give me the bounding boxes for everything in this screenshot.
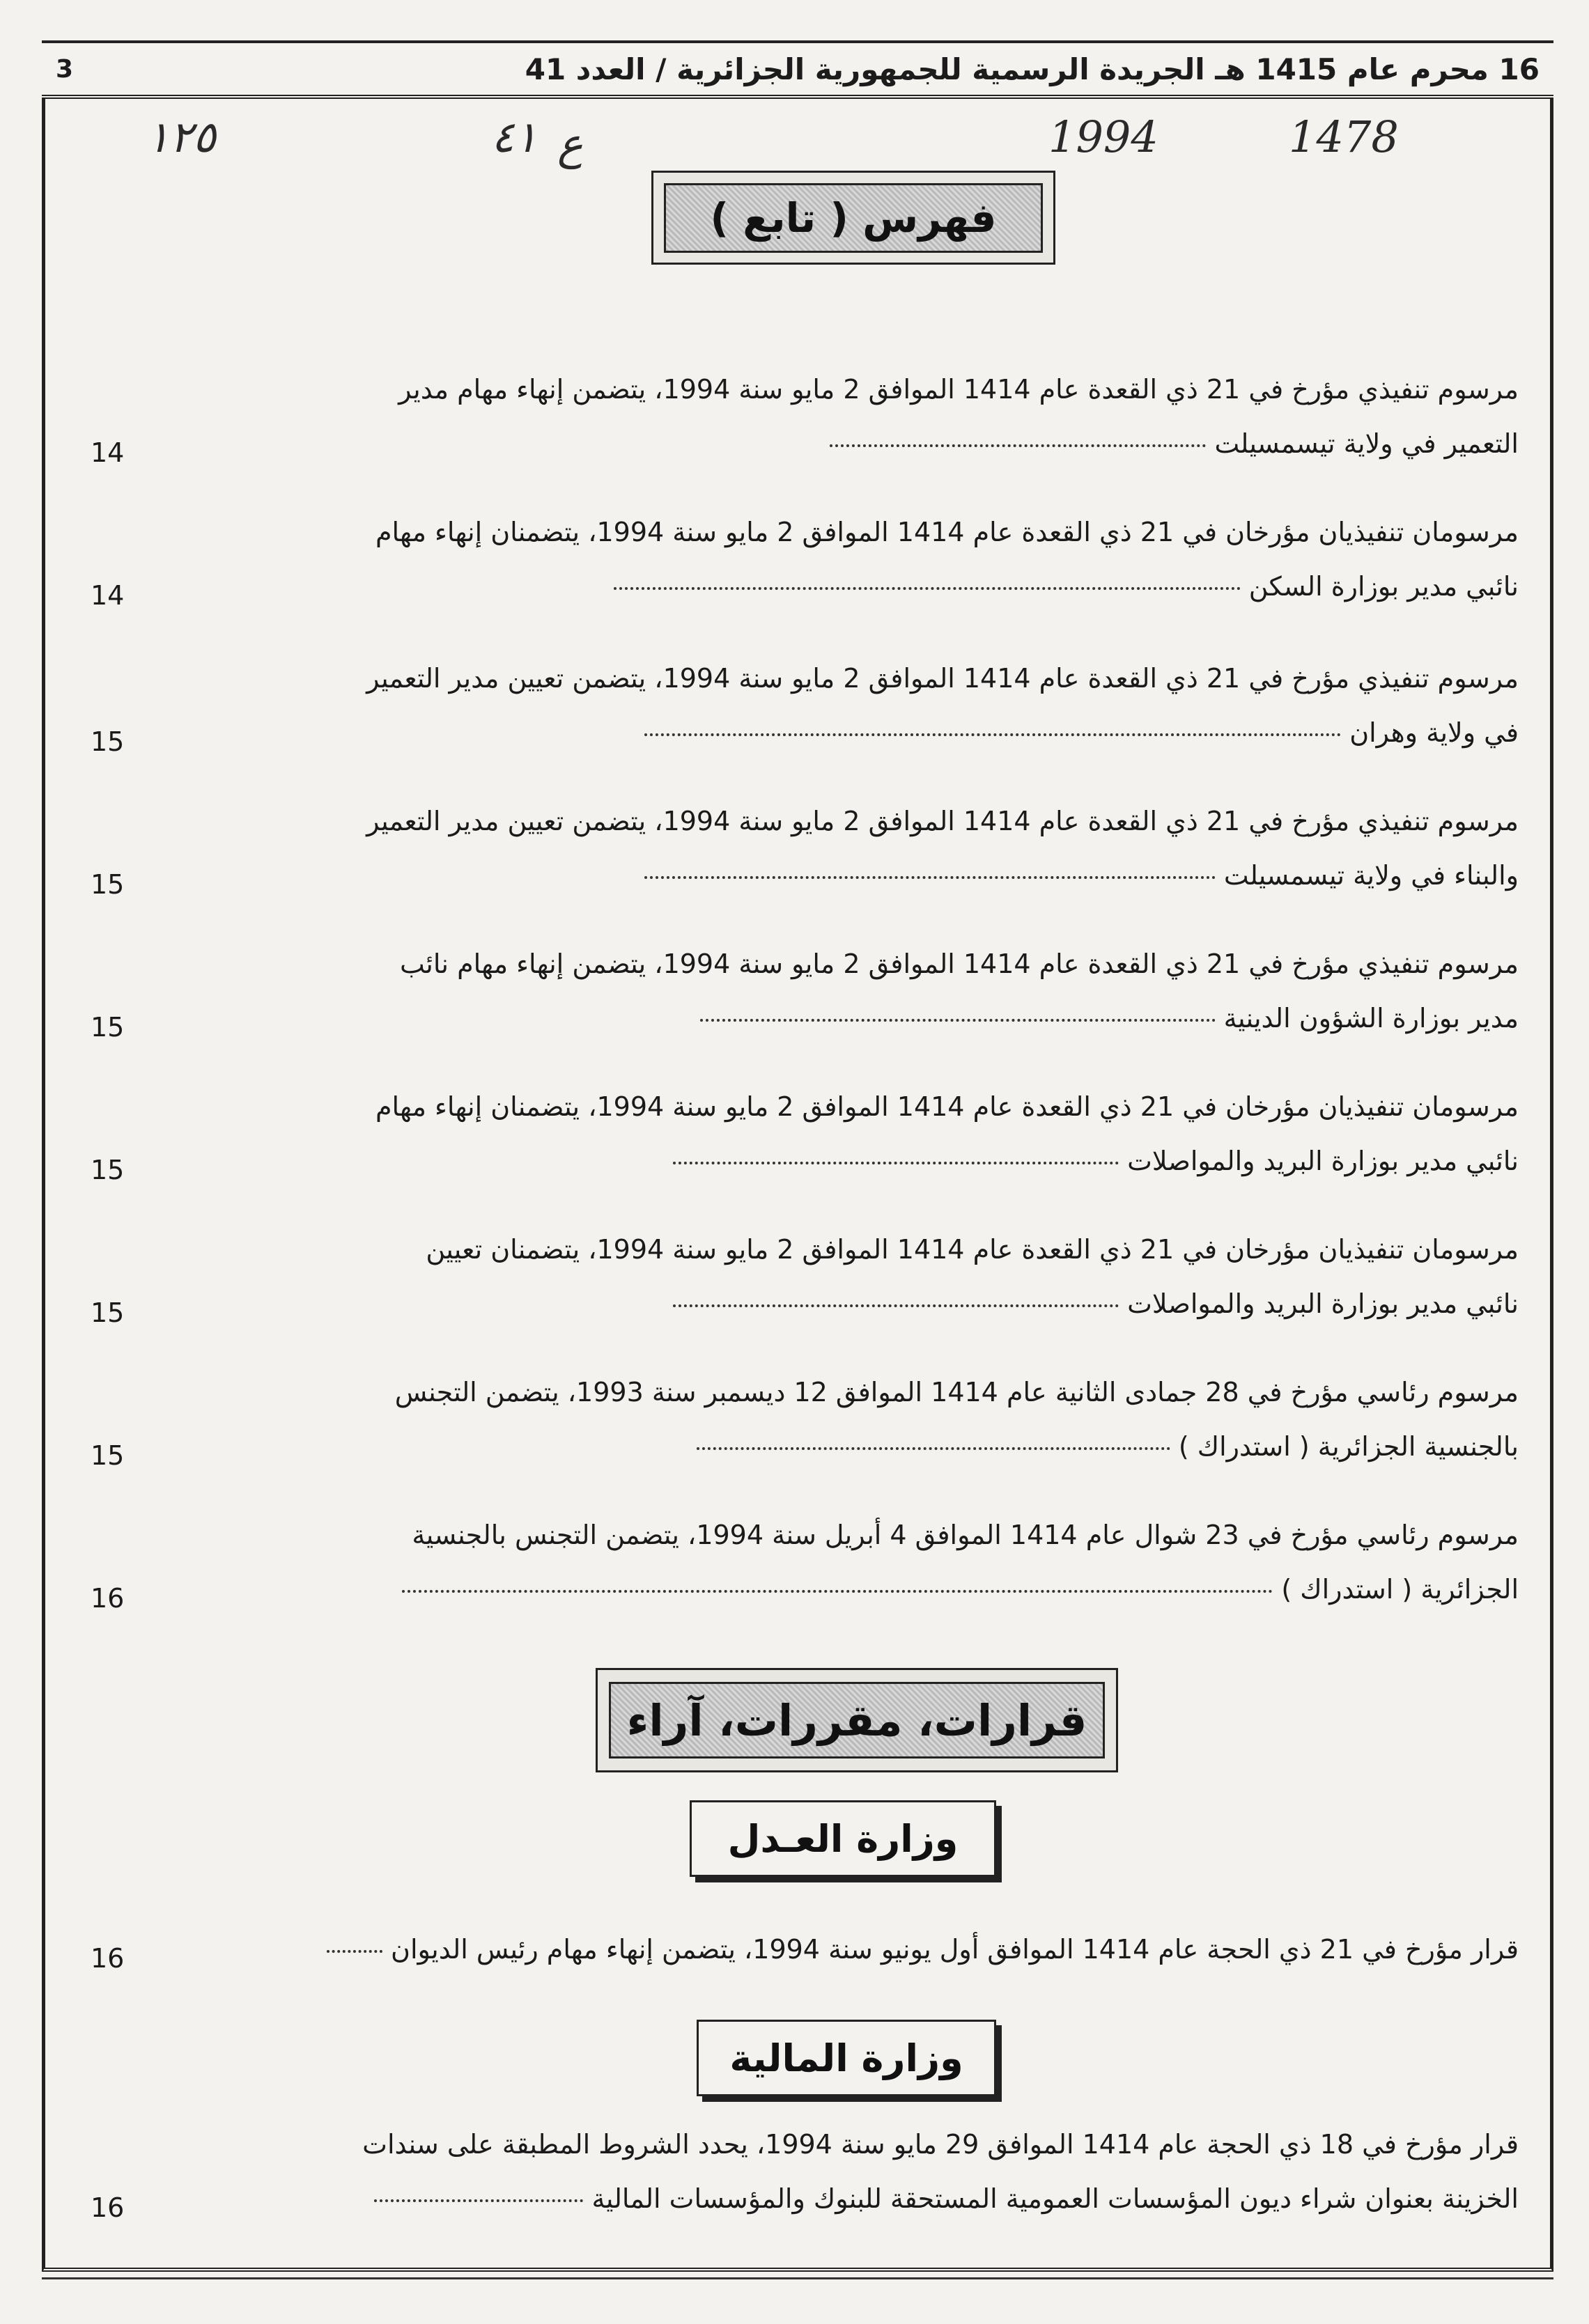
index-entry <box>77 1508 1519 1616</box>
entry-page: 15 <box>91 726 125 757</box>
handwritten-note-left: ١٢٥ <box>146 111 216 162</box>
entry-page: 14 <box>91 437 125 468</box>
page-number: 3 <box>56 54 74 84</box>
entry-line2: نائبي مدير بوزارة البريد والمواصلات <box>1127 1146 1519 1176</box>
index-title: فهرس ( تابع ) <box>664 183 1043 253</box>
index-entry <box>77 1922 1519 1976</box>
entry-line2: التعمير في ولاية تيسمسيلت <box>1214 428 1519 459</box>
entry-line2: مدير بوزارة الشؤون الدينية <box>1223 1003 1519 1034</box>
handwritten-number: 1478 <box>1289 111 1399 162</box>
section-title: قرارات، مقررات، آراء <box>609 1682 1105 1758</box>
entry-line1: مرسومان تنفيذيان مؤرخان في 21 ذي القعدة عام 1414 الموافق 2 مايو سنة 1994، يتضمنان إنهاء مهام <box>375 517 1519 547</box>
entry-page: 16 <box>91 1583 125 1614</box>
entry-line1: مرسوم تنفيذي مؤرخ في 21 ذي القعدة عام 1414 الموافق 2 مايو سنة 1994، يتضمن تعيين مدير التعمير <box>366 663 1519 694</box>
entry-line2: في ولاية وهران <box>1349 717 1519 748</box>
ministry-finance-heading: وزارة المالية <box>697 2020 996 2096</box>
handwritten-year: 1994 <box>1048 111 1158 162</box>
entry-page: 16 <box>91 1943 125 1974</box>
entry-line1: مرسوم تنفيذي مؤرخ في 21 ذي القعدة عام 1414 الموافق 2 مايو سنة 1994، يتضمن إنهاء مهام مدير <box>398 374 1519 405</box>
entry-line1: مرسومان تنفيذيان مؤرخان في 21 ذي القعدة عام 1414 الموافق 2 مايو سنة 1994، يتضمنان تعيين <box>426 1234 1519 1265</box>
entry-page: 14 <box>91 580 125 611</box>
entry-page: 15 <box>91 1440 125 1471</box>
ministry-justice-heading: وزارة العـدل <box>690 1800 996 1877</box>
running-title: 16 محرم عام 1415 هـ الجريدة الرسمية للجمهورية الجزائرية / العدد 41 <box>525 52 1540 86</box>
entry-line1: مرسوم تنفيذي مؤرخ في 21 ذي القعدة عام 1414 الموافق 2 مايو سنة 1994، يتضمن إنهاء مهام نائب <box>399 949 1519 979</box>
index-entry <box>77 505 1519 614</box>
index-entry <box>77 794 1519 903</box>
index-title-box <box>651 171 1055 265</box>
entry-line1: مرسوم رئاسي مؤرخ في 28 جمادى الثانية عام 1414 الموافق 12 ديسمبر سنة 1993، يتضمن التجنس <box>394 1377 1519 1407</box>
index-entry <box>77 651 1519 760</box>
entry-line2: نائبي مدير بوزارة البريد والمواصلات <box>1127 1288 1519 1319</box>
index-entry <box>77 2117 1519 2226</box>
entry-line1: قرار مؤرخ في 21 ذي الحجة عام 1414 الموافق أول يونيو سنة 1994، يتضمن إنهاء مهام رئيس الديوان <box>391 1934 1519 1965</box>
index-entry <box>77 362 1519 471</box>
entry-line1: مرسوم رئاسي مؤرخ في 23 شوال عام 1414 الموافق 4 أبريل سنة 1994، يتضمن التجنس بالجنسية <box>412 1520 1519 1550</box>
entry-line1: قرار مؤرخ في 18 ذي الحجة عام 1414 الموافق 29 مايو سنة 1994، يحدد الشروط المطبقة على سندات <box>362 2129 1519 2160</box>
entry-page: 16 <box>91 2192 125 2223</box>
entry-line2: الخزينة بعنوان شراء ديون المؤسسات العمومية المستحقة للبنوك والمؤسسات المالية <box>591 2183 1519 2214</box>
entry-line2: والبناء في ولاية تيسمسيلت <box>1223 860 1519 891</box>
entry-line2: نائبي مدير بوزارة السكن <box>1248 571 1519 602</box>
entry-line2: الجزائرية ( استدراك ) <box>1281 1574 1519 1605</box>
running-header <box>42 40 1553 99</box>
entry-page: 15 <box>91 1012 125 1043</box>
handwritten-note-mid1: ٤١ <box>491 111 538 162</box>
section-title-box <box>596 1668 1118 1772</box>
entry-line1: مرسوم تنفيذي مؤرخ في 21 ذي القعدة عام 1414 الموافق 2 مايو سنة 1994، يتضمن تعيين مدير التعمير <box>366 806 1519 836</box>
entry-page: 15 <box>91 1297 125 1328</box>
entry-page: 15 <box>91 1155 125 1185</box>
bottom-rule <box>42 2277 1553 2279</box>
index-entry <box>77 937 1519 1045</box>
index-entry <box>77 1079 1519 1188</box>
index-entry <box>77 1365 1519 1474</box>
entry-line2: بالجنسية الجزائرية ( استدراك ) <box>1178 1431 1519 1462</box>
handwritten-note-mid2: ع <box>557 118 583 169</box>
index-entry <box>77 1222 1519 1331</box>
entry-line1: مرسومان تنفيذيان مؤرخان في 21 ذي القعدة عام 1414 الموافق 2 مايو سنة 1994، يتضمنان إنهاء مهام <box>375 1091 1519 1122</box>
entry-page: 15 <box>91 869 125 900</box>
